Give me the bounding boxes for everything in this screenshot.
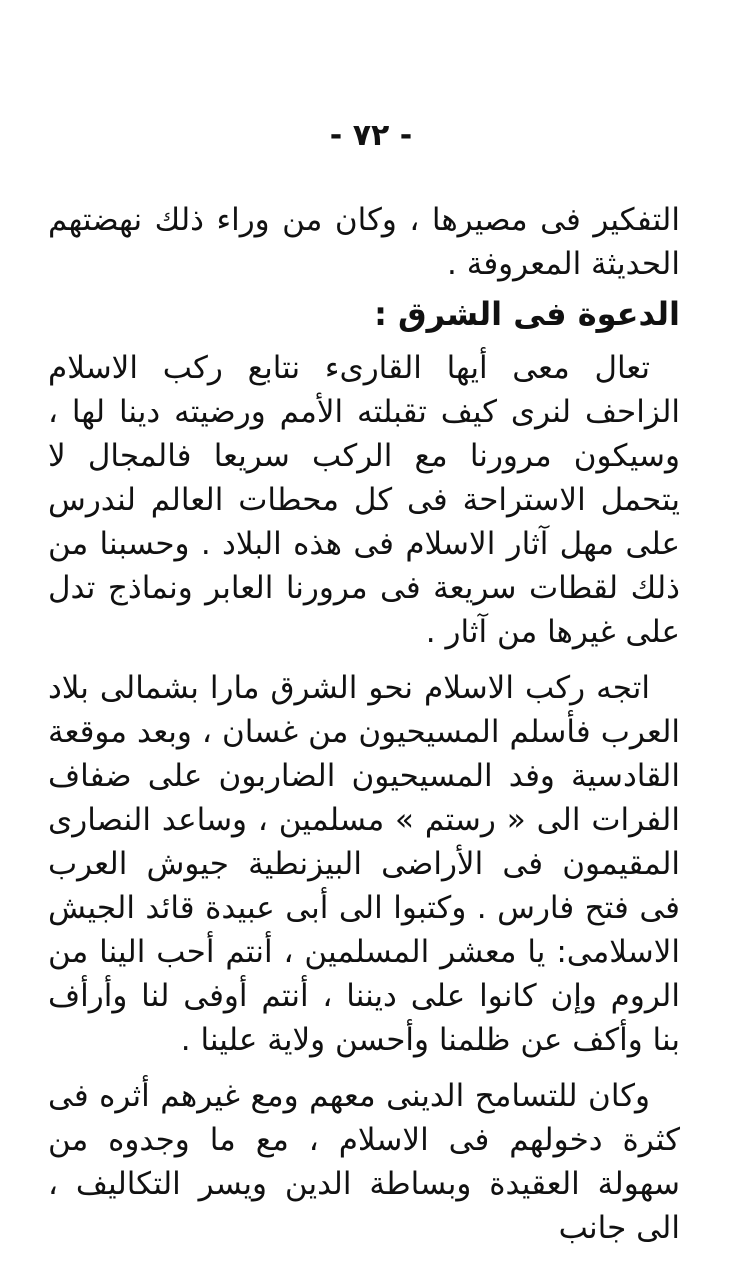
page-body bbox=[48, 198, 680, 1262]
paragraph-2: اتجه ركب الاسلام نحو الشرق مارا بشمالى بلاد العرب فأسلم المسيحيون من غسان ، وبعد موقعة القادسية وفد المسيحيون الضاربون على ضفاف الفرات الى « رستم » مسلمين ، وساعد النصارى المقيمون فى الأراضى البيزنطية جيوش العرب فى فتح فارس . وكتبوا الى أبى عبيدة قائد الجيش الاسلامى: يا معشر المسلمين ، أنتم أحب الينا من الروم وإن كانوا على ديننا ، أنتم أوفى لنا وأرأف بنا وأكف عن ظلمنا وأحسن ولاية علينا . bbox=[48, 670, 680, 1058]
paragraph-3: وكان للتسامح الدينى معهم ومع غيرهم أثره فى كثرة دخولهم فى الاسلام ، مع ما وجدوه من سهولة العقيدة وبساطة الدين ويسر التكاليف ، الى جانب bbox=[48, 1078, 680, 1246]
paragraph-1: تعال معى أيها القارىء نتابع ركب الاسلام الزاحف لنرى كيف تقبلته الأمم ورضيته دينا لها ، وسيكون مرورنا مع الركب سريعا فالمجال لا يتحمل الاستراحة فى كل محطات العالم لندرس على مهل آثار الاسلام فى هذه البلاد . وحسبنا من ذلك لقطات سريعة فى مرورنا العابر ونماذج تدل على غيرها من آثار . bbox=[48, 350, 680, 650]
page-number: - ٧٢ - bbox=[329, 118, 413, 153]
paragraph-continuation: التفكير فى مصيرها ، وكان من وراء ذلك نهضتهم الحديثة المعروفة . bbox=[48, 202, 680, 282]
section-heading: الدعوة فى الشرق : bbox=[374, 295, 680, 333]
